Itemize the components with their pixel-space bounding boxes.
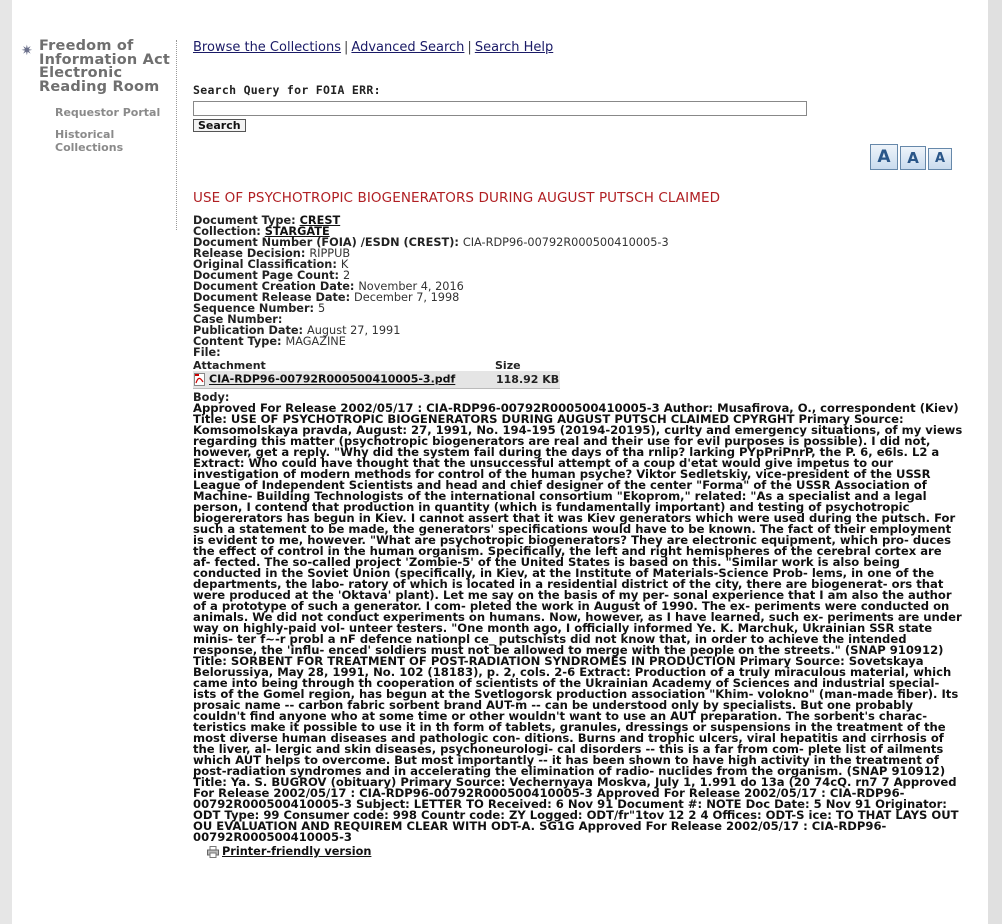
- sidebar-home-link[interactable]: [12, 40, 176, 94]
- sidebar-item-historical-collections[interactable]: Historical Collections: [55, 128, 124, 155]
- metadata-label: Publication Date:: [193, 324, 304, 337]
- metadata-label: Release Decision:: [193, 247, 306, 260]
- metadata-label: Case Number:: [193, 313, 283, 326]
- metadata-value: November 4, 2016: [358, 280, 464, 293]
- main-content: [193, 40, 973, 132]
- metadata-value: 2: [342, 269, 351, 282]
- browse-collections-link[interactable]: Browse the Collections: [193, 40, 342, 55]
- star-icon: ✷: [21, 43, 33, 59]
- top-nav: [193, 40, 973, 55]
- printer-friendly: [193, 846, 963, 858]
- search-button[interactable]: Search: [193, 119, 246, 132]
- sidebar: [12, 40, 176, 154]
- sidebar-divider: [176, 40, 177, 230]
- sidebar-title[interactable]: Freedom of Information Act Electronic Reading Room: [39, 38, 171, 95]
- attachment-header: Attachment: [193, 358, 266, 372]
- document-title: USE OF PSYCHOTROPIC BIOGENERATORS DURING AUGUST PUTSCH CLAIMED: [193, 190, 721, 206]
- metadata-row: [193, 336, 963, 347]
- printer-friendly-link[interactable]: Printer-friendly version: [222, 845, 372, 858]
- printer-icon: [207, 846, 219, 858]
- page: [12, 0, 988, 924]
- search-help-link[interactable]: Search Help: [474, 40, 554, 55]
- nav-separator: |: [467, 40, 472, 55]
- metadata-value: December 7, 1998: [354, 291, 460, 304]
- document-body-text: Approved For Release 2002/05/17 : CIA-RDP96-00792R000500410005-3 Author: Musafirova, O., correspondent (Kiev) Title: USE OF PSYCHOTROPIC BIOGENERATORS DURING AUGUST PUTSCH CLAIMED CPYRGHT Primary Source: Komsomolskaya pravda, August: 27, 1991, No. 194-195 (20194-20195), curlty and emergency situations, of my views regarding this matter (psychotropic biogenerators are real and their use for evil purposes is possible). I did not, however, get a reply. "Why did the system fail during the days of tha rnlip? larking PYpPriPnrP, the P. 6, e6ls. L2 a Extract: Who could have thought that the unsuccessful attempt of a coup d'etat would give impetus to our investigation of modern methods for control of the human psyche? Viktor Sedletskiy, vice-president of the USSR League of Independent Scientists and head and chief designer of the center "Forma" of the USSR Association of Machine- Building Technologists of the international consortium "Ekoprom," related: "As a specialist and a legal person, I contend that production in quantity (which is fundamentally important) and testing of psychotropic biogererators has begun in Kiev. I cannot assert that it was Kiev generators which were used during the putsch. For such a statement to be made, the generators' specifications would have to be known. The fact of their employment is evident to me, however. "What are psychotropic biogenerators? They are electronic equipment, which pro- duces the effect of control in the human organism. Specifically, the left and right hemispheres of the cerebral cortex are af- fected. The so-called project 'Zombie-5' of the United States is based on this. "Similar work is also being conducted in the Soviet Union (specifically, in Kiev, at the Institute of Materials-Science Prob- lems, in one of the departments, the labo- ratory of which is located in a residential district of the city, there are biogenerat- ors that were produced at the 'Oktava' plant). Let me say on the basis of my per- sonal experience that I am also the author of a prototype of such a generator. I com- pleted the work in August of 1990. The ex- periments were conducted on animals. We did not conduct experiments on humans. Now, however, as I have learned, such ex- periments are under way on highly-paid vol- unteer testers. "One month ago, I officially informed Ye. K. Marchuk, Ukrainian SSR state minis- ter f~-r probl a nF defence nationpl ce_ putschists did not know that, in order to achieve the intended response, the 'influ- enced' soldiers must not be allowed to merge with the people on the streets." (SNAP 910912) Title: SORBENT FOR TREATMENT OF POST-RADIATION SYNDROMES IN PRODUCTION Primary Source: Sovetskaya Belorussiya, May 28, 1991, No. 102 (18183), p. 2, cols. 2-6 Extract: Production of a truly miraculous material, which came into being through th cooperation of scientists of the Ukrainian Academy of Sciences and industrial special- ists of the Gomel region, has begun at the Svetlogorsk production association "Khim- volokno" (man-made fiber). Its prosaic name -- carbon fabric sorbent brand AUT-m -- can be understood only by specialists. But one probably couldn't find anyone who at some time or other wouldn't want to use an AUT preparation. The sorbent's charac- teristics make it possible to use it in th form of tablets, granules, dressings or suspensions in the treatment of the most diverse human diseases and pathologic con- ditions. Burns and trophic ulcers, viral hepatitis and cirrhosis of the liver, al- lergic and skin diseases, psychoneurologi- cal disorders -- this is a far from com- plete list of ailments which AUT helps to overcome. But most importantly -- it has been shown to have high activity in the treatment of post-radiation syndromes and in accelerating the elimination of radio- nuclides from the organism. (SNAP 910912) Title: Ya. S. BUGROV (obituary) Primary Source: Vechernyaya Moskva, July 1, 1.991 do 13a (20 74cQ. rn7 7 Approved For Release 2002/05/17 : CIA-RDP96-00792R000500410005-3 Approved For Release 2002/05/17 : CIA-RDP96-00792R000500410005-3 Subject: LETTER TO Received: 6 Nov 91 Document #: NOTE Doc Date: 5 Nov 91 Originator: ODT Type: 99 Consumer code: 998 Countr code: ZY Logged: ODT/fr"1tov 12 2 4 Offices: ODT-S ice: TO THAT LAYS OUT OU EVALUATION AND REQUIREM CLEAR WITH ODT-A. SG1G Approved For Release 2002/05/17 : CIA-RDP96-00792R000500410005-3: [193, 401, 963, 844]
- search-label: Search Query for FOIA ERR:: [193, 83, 381, 97]
- metadata-label: Collection:: [193, 225, 261, 238]
- document-metadata: [193, 215, 963, 858]
- metadata-label: Document Type:: [193, 214, 296, 227]
- metadata-label: Document Creation Date:: [193, 280, 355, 293]
- text-size-controls: [870, 144, 954, 170]
- metadata-link[interactable]: STARGATE: [264, 225, 330, 238]
- table-row: [193, 371, 560, 389]
- metadata-value: K: [340, 258, 349, 271]
- size-header: Size: [495, 358, 521, 372]
- right-edge-strip: [988, 0, 1002, 924]
- sidebar-item-requestor-portal[interactable]: Requestor Portal: [55, 106, 161, 120]
- attachment-size: 118.92 KB: [495, 371, 560, 389]
- advanced-search-link[interactable]: Advanced Search: [351, 40, 465, 55]
- metadata-value: MAGAZINE: [285, 335, 346, 348]
- metadata-link[interactable]: CREST: [299, 214, 341, 227]
- metadata-label: Original Classification:: [193, 258, 337, 271]
- attachment-table: [193, 359, 560, 389]
- attachment-download-link[interactable]: CIA-RDP96-00792R000500410005-3.pdf: [209, 372, 456, 386]
- metadata-value: CIA-RDP96-00792R000500410005-3: [462, 236, 669, 249]
- metadata-value: 5: [317, 302, 326, 315]
- file-label: File:: [193, 346, 221, 359]
- metadata-value: RIPPUB: [309, 247, 351, 260]
- search-input[interactable]: [193, 101, 807, 116]
- metadata-label: Sequence Number:: [193, 302, 315, 315]
- metadata-row: [193, 303, 963, 314]
- metadata-value: August 27, 1991: [307, 324, 401, 337]
- text-size-medium-button[interactable]: A: [900, 146, 926, 170]
- nav-separator: |: [344, 40, 349, 55]
- metadata-label: Document Release Date:: [193, 291, 351, 304]
- text-size-small-button[interactable]: A: [928, 148, 952, 170]
- metadata-label: Content Type:: [193, 335, 282, 348]
- metadata-label: Document Number (FOIA) /ESDN (CREST):: [193, 236, 459, 249]
- text-size-large-button[interactable]: A: [870, 144, 898, 170]
- metadata-label: Document Page Count:: [193, 269, 340, 282]
- pdf-file-icon: [194, 373, 205, 386]
- body-label: Body:: [193, 391, 230, 404]
